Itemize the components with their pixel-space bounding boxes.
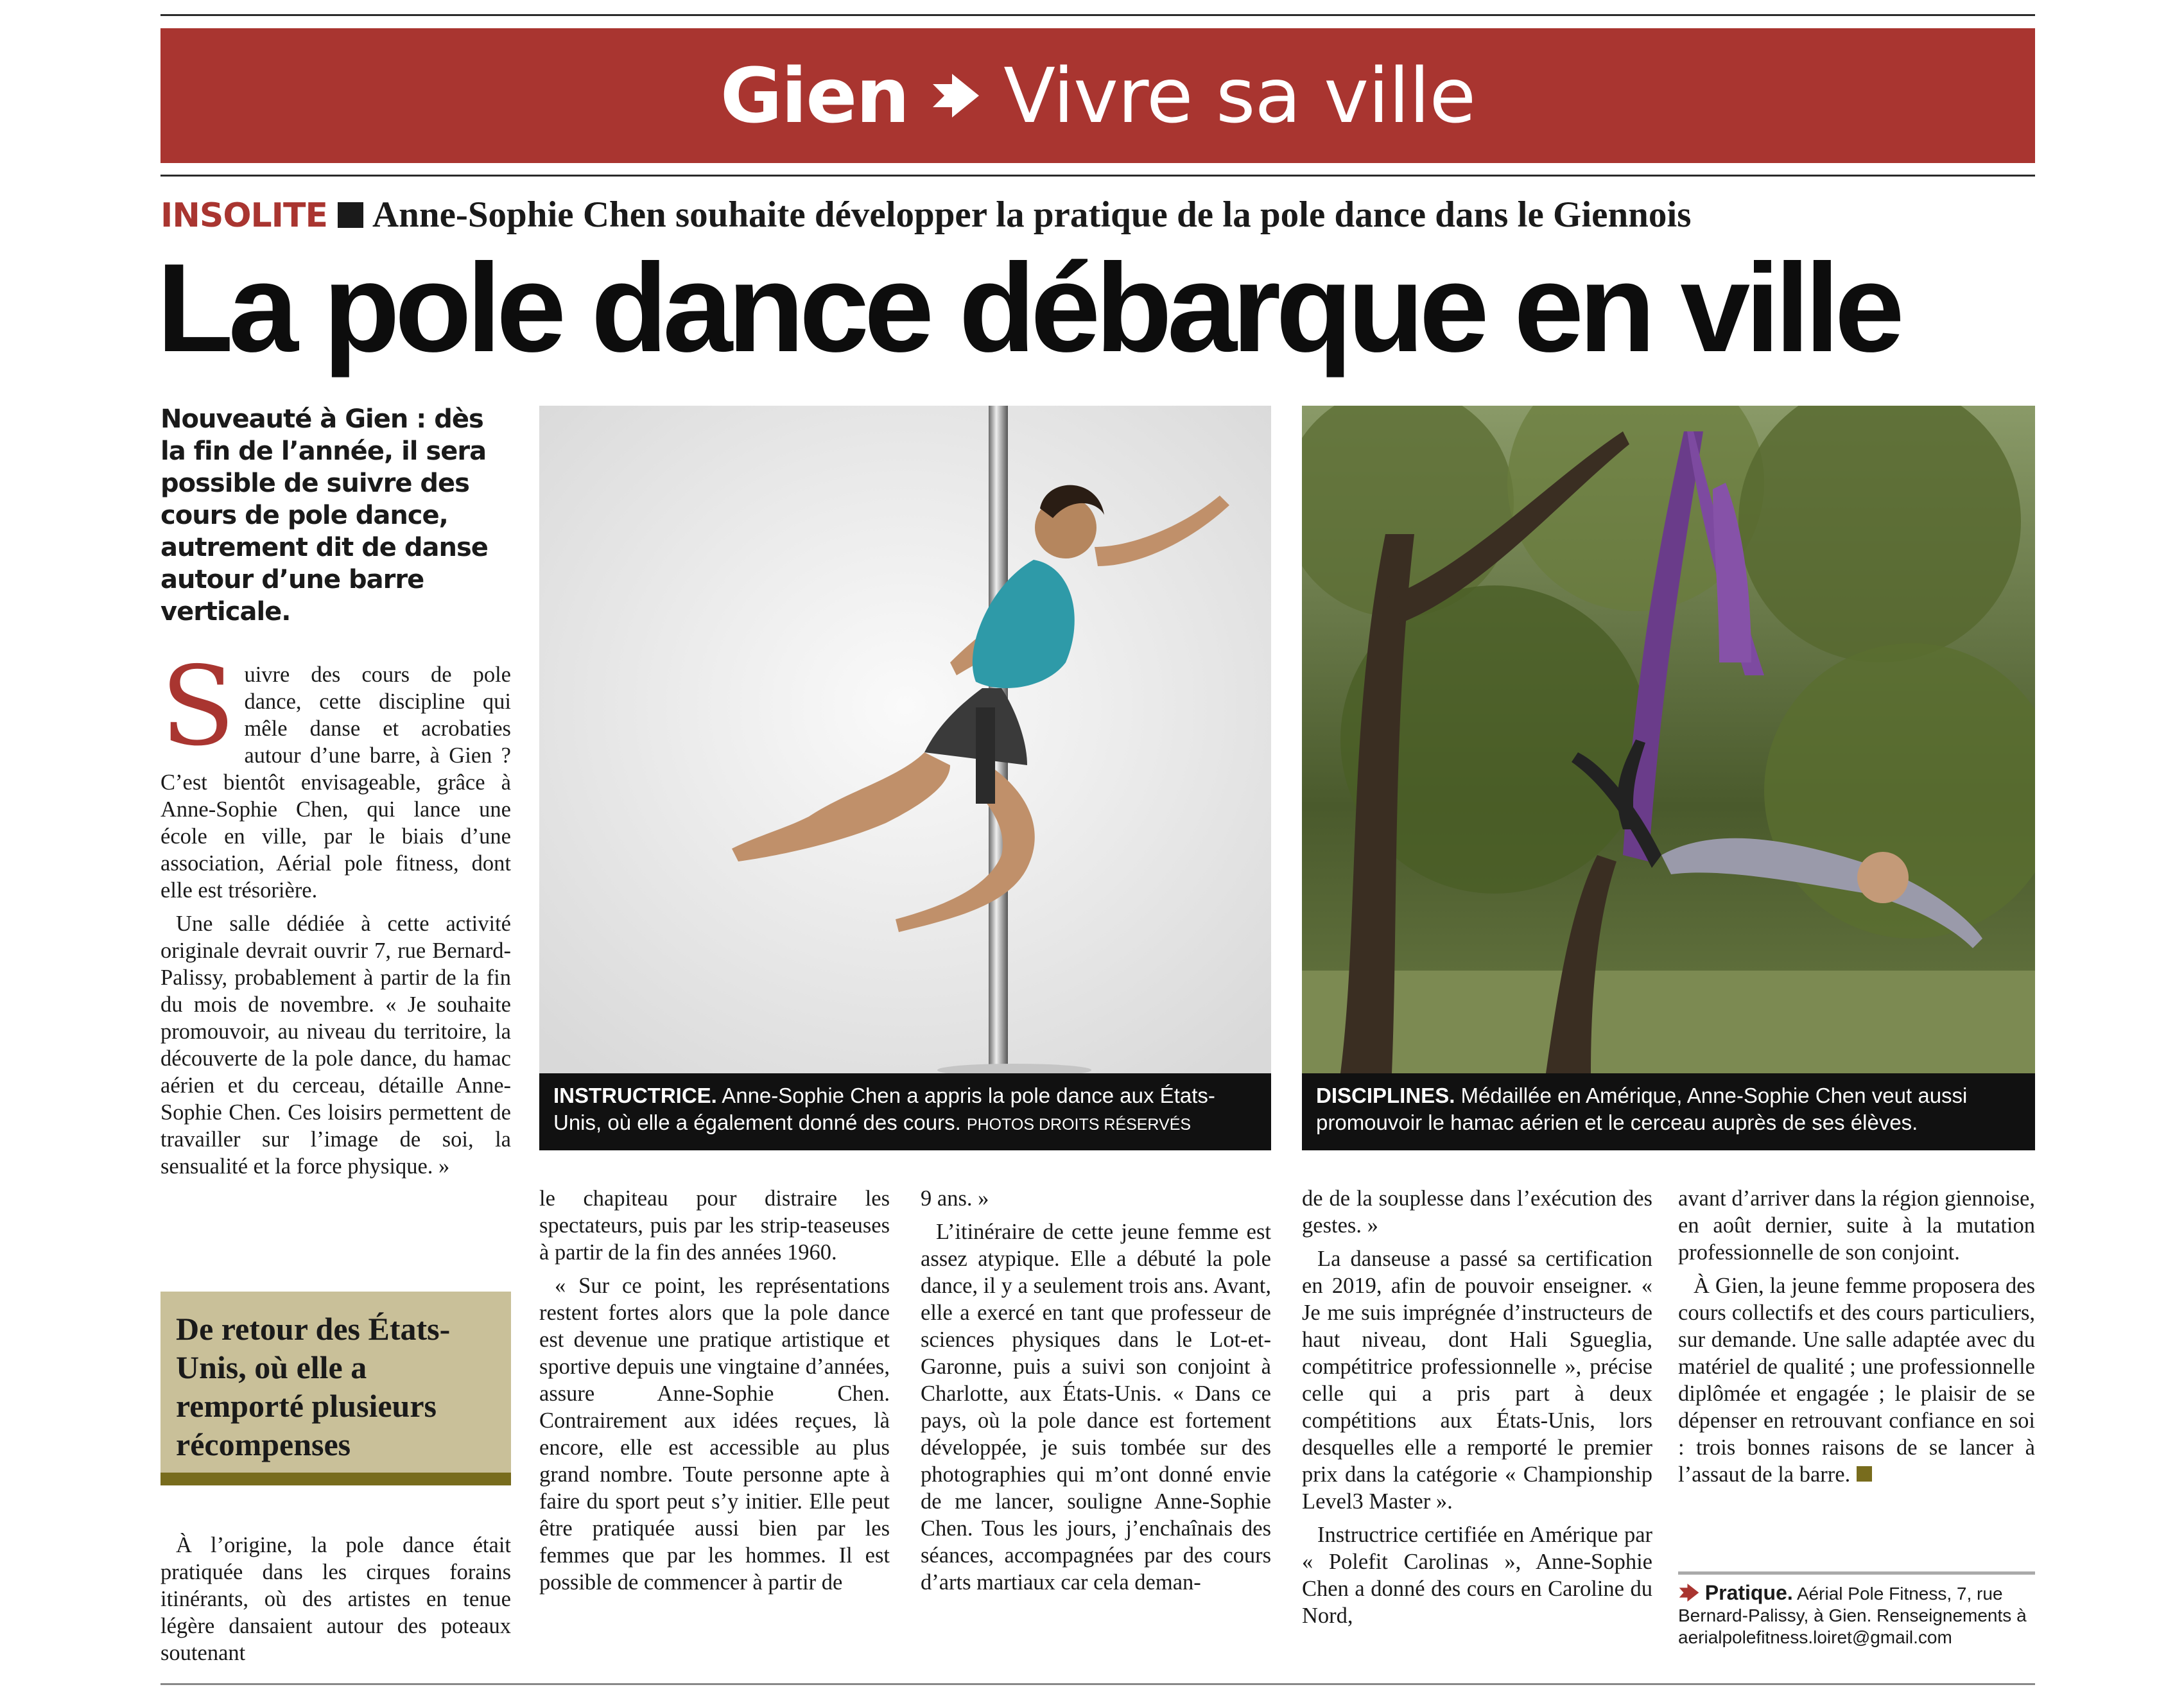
paragraph [1678,1272,2035,1488]
pull-quote [160,1292,511,1485]
practical-info-rule [1678,1571,2035,1575]
paragraph: avant d’arriver dans la région giennoise, en août dernier, suite à la mutation professionnelle de son conjoint. [1678,1186,2035,1265]
practical-info-label: Pratique. [1704,1581,1793,1604]
photo-aerial-hammock [1302,406,2035,1073]
pull-quote-text: De retour des États-Unis, où elle a remporté plusieurs récompenses [176,1311,451,1462]
article-column-1 [160,643,511,1186]
header-rule [160,175,2035,177]
kicker-text: Anne-Sophie Chen souhaite développer la pratique de la pole dance dans le Giennois [372,195,1692,235]
practical-info [1678,1582,2035,1648]
kicker-tag: INSOLITE [160,196,327,235]
bottom-rule [160,1683,2035,1685]
kicker [160,193,1691,236]
caption-label: DISCIPLINES. [1316,1084,1455,1107]
article-column-3 [921,1185,1271,1602]
practical-info-text: Aérial Pole Fitness, 7, rue Bernard-Palissy, à Gien. Renseignements à aerialpolefitness.loiret@gmail.com [1678,1584,2027,1647]
paragraph [160,643,511,904]
paragraph-text: À Gien, la jeune femme proposera des cours collectifs et des cours particuliers, sur demande. Une salle adaptée avec du matériel de qualité ; une professionnelle diplômée et engagée ; le plaisir de se dépenser en retrouvant confiance en soi : trois bonnes raisons de se lancer à l’assaut de la barre. [1678,1274,2035,1487]
article-column-2 [539,1185,890,1602]
paragraph-text: uivre des cours de pole dance, cette discipline qui mêle danse et acrobaties autour d’une barre, à Gien ? C’est bientôt envisageable, grâce à Anne-Sophie Chen, qui lance une école en ville, par le biais d’une association, Aérial pole fitness, dont elle est trésorière. [160,662,511,903]
drop-cap: S [160,643,236,770]
pull-quote-bar [160,1473,511,1485]
paragraph: le chapiteau pour distraire les spectateurs, puis par les strip-teaseuses à partir de la fin des années 1960. [539,1186,890,1265]
banner-section: Vivre sa ville [1003,51,1476,140]
paragraph: L’itinéraire de cette jeune femme est assez atypique. Elle a débuté la pole dance, il y a seulement trois ans. Avant, elle a exercé en tant que professeur de sciences physiques dans le Lot-et-Garonne, puis a suivi son conjoint à Charlotte, aux États-Unis. « Dans ce pays, où la pole dance est fortement développée, je suis tombée sur des photographies qui m’ont donné envie de me lancer, souligne Anne-Sophie Chen. Tous les jours, j’enchaînais des séances, accompagnées par des cours d’arts martiaux car cela deman- [921,1220,1271,1595]
aerial-hammock-illustration [1302,406,2035,1073]
caption-text: Médaillée en Amérique, Anne-Sophie Chen veut aussi promouvoir le hamac aérien et le cerceau auprès de ses élèves. [1316,1084,1968,1134]
paragraph: Une salle dédiée à cette activité originale devrait ouvrir 7, rue Bernard-Palissy, probablement à partir de la fin du mois de novembre. « Je souhaite promouvoir, au niveau du territoire, la découverte de la pole dance, du hamac aérien et du cerceau, détaille Anne-Sophie Chen. Ces loisirs permettent de travailler sur l’image de soi, la sensualité et la force physique. » [160,912,511,1179]
photo-credit: PHOTOS DROITS RÉSERVÉS [966,1116,1192,1134]
banner-city: Gien [720,51,909,140]
article-column-1-bottom [160,1532,511,1673]
paragraph: « Sur ce point, les représentations restent fortes alors que la pole dance est devenue une pratique artistique et sportive depuis une vingtaine d’années, assure Anne-Sophie Chen. Contrairement aux idées reçues, là encore, elle est accessible au plus grand nombre. Toute personne apte à faire du sport peut s’y initier. Elle peut être pratiquée aussi bien par les femmes que par les hommes. Il est possible de commencer à partir de [539,1274,890,1595]
paragraph: À l’origine, la pole dance était pratiquée dans les cirques forains itinérants, où des artistes en tenue légère dansaient autour des poteaux soutenant [160,1533,511,1665]
caption-text: Anne-Sophie Chen a appris la pole dance aux États-Unis, où elle a également donné des cours. [553,1084,1215,1134]
arrow-right-icon [1678,1583,1700,1602]
top-rule [160,14,2035,16]
photo-pole-dancer [539,406,1271,1073]
article-column-5 [1678,1185,2035,1494]
headline: La pole dance débarque en ville [157,238,1900,378]
paragraph: La danseuse a passé sa certification en 2019, afin de pouvoir enseigner. « Je me suis imprégnée d’instructeurs de haut niveau, dont Hali Sgueglia, compétitrice professionnelle », précise celle qui a pris part à deux compétitions aux États-Unis, lors desquelles elle a remporté le premier prix dans la catégorie « Championship Level3 Master ». [1302,1247,1652,1514]
paragraph: de de la souplesse dans l’exécution des gestes. » [1302,1186,1652,1238]
kicker-square [338,202,363,228]
paragraph: Instructrice certifiée en Amérique par « Polefit Carolinas », Anne-Sophie Chen a donné des cours en Caroline du Nord, [1302,1523,1652,1628]
pole-dancer-illustration [539,406,1271,1073]
photo-caption-1 [539,1073,1271,1150]
article-column-4 [1302,1185,1652,1636]
section-banner [160,28,2035,163]
photo-caption-2 [1302,1073,2035,1150]
arrow-right-icon [930,70,982,121]
caption-label: INSTRUCTRICE. [553,1084,717,1107]
lead-paragraph: Nouveauté à Gien : dès la fin de l’année, il sera possible de suivre des cours de pole dance, autrement dit de danse autour d’une barre verticale. [160,404,488,627]
paragraph: 9 ans. » [921,1186,989,1211]
end-mark-square [1857,1466,1872,1482]
